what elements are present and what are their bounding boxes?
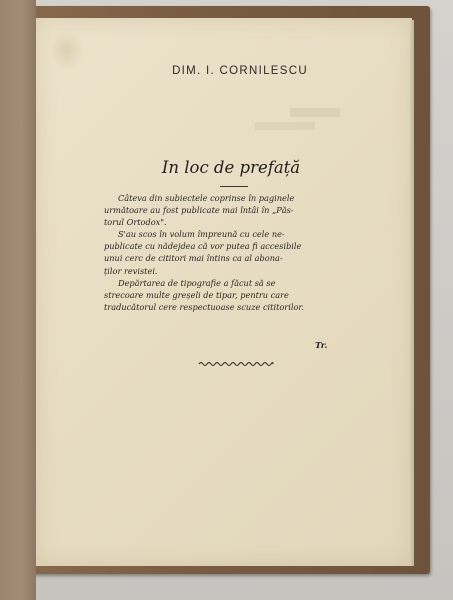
text-line: strecoare multe greșeli de tipar, pentru care — [104, 289, 289, 300]
text-line: următoare au fost publicate mai întâi în „Păs- — [104, 205, 294, 216]
text-line: Depărtarea de tipografie a făcut să se — [118, 277, 276, 288]
show-through-block — [290, 108, 340, 117]
paragraph — [104, 277, 352, 313]
paragraph — [104, 228, 352, 276]
page-title: In loc de prefață — [161, 158, 301, 177]
preface-text — [104, 192, 352, 313]
author-name: DIM. I. CORNILESCU — [172, 65, 308, 77]
text-line: S'au scos în volum împreună cu cele ne- — [118, 229, 285, 240]
show-through-block — [255, 122, 315, 130]
page-edge — [410, 20, 414, 566]
cover-spine-strip — [0, 0, 36, 600]
paragraph — [104, 192, 352, 228]
text-line: ților revistei. — [104, 265, 158, 276]
text-line: traducătorul cere respectuoase scuze cititorilor. — [104, 301, 304, 312]
text-line: torul Ortodox". — [104, 217, 167, 228]
text-line: unui cerc de cititori mai întins ca al abona- — [104, 253, 283, 264]
paper-stain — [50, 30, 84, 70]
text-line: publicate cu nădejdea că vor putea fi accesibile — [104, 241, 302, 252]
wave-ornament-icon — [198, 360, 274, 368]
title-rule — [220, 186, 248, 187]
translator-signature: Tr. — [315, 341, 328, 351]
text-line: Câteva din subiectele coprinse în paginele — [118, 193, 295, 203]
